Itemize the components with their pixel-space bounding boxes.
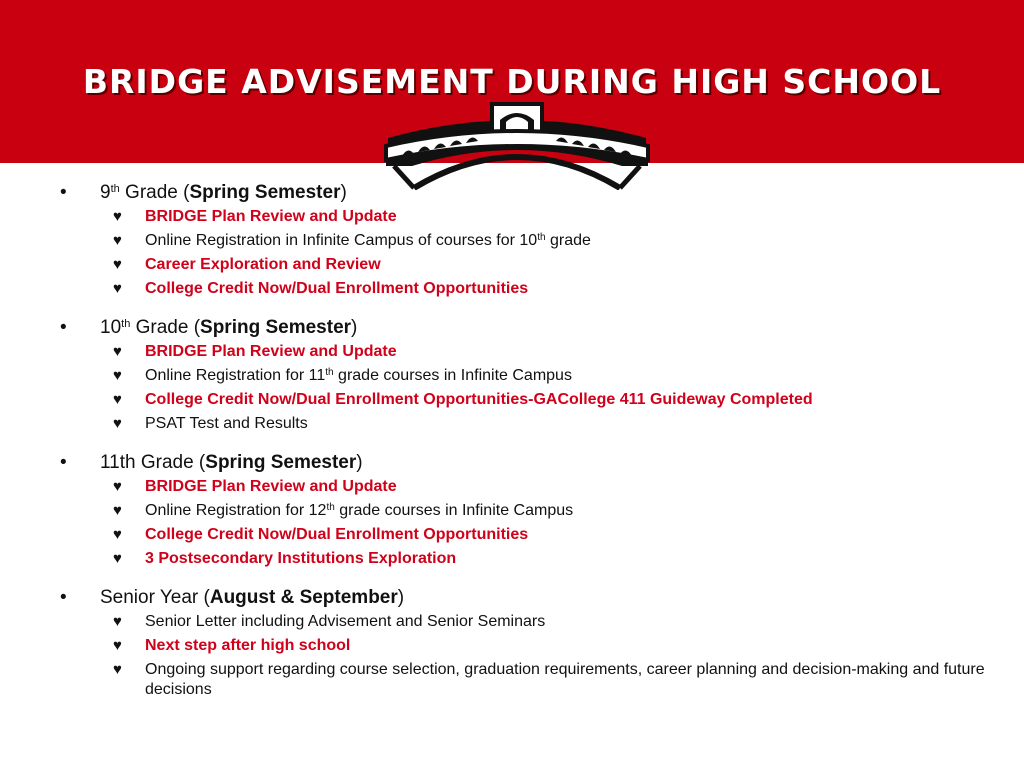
grade-label: Senior Year (	[100, 587, 210, 608]
grade-close: )	[351, 317, 358, 338]
list-item	[58, 342, 998, 362]
term-label: Spring Semester	[205, 452, 357, 473]
item-text: PSAT Test and Results	[145, 415, 308, 432]
section-10th-grade	[58, 315, 998, 434]
section-9th-grade	[58, 180, 998, 299]
bullet-icon: •	[60, 182, 67, 203]
item-text: Online Registration for 11	[145, 367, 326, 384]
heart-icon: ♥	[113, 502, 122, 519]
list-item	[58, 366, 998, 386]
list-item	[58, 549, 998, 569]
list-item	[58, 612, 998, 632]
grade-label: 9	[100, 182, 111, 203]
heart-icon: ♥	[113, 232, 122, 249]
slide-title: BRIDGE ADVISEMENT DURING HIGH SCHOOL	[82, 62, 942, 101]
heart-icon: ♥	[113, 208, 122, 225]
grade-label: 10	[100, 317, 122, 338]
advisement-content	[58, 180, 998, 716]
heart-icon: ♥	[113, 391, 122, 408]
heart-icon: ♥	[113, 526, 122, 543]
bullet-icon: •	[60, 587, 67, 608]
section-heading	[58, 450, 998, 475]
heart-icon: ♥	[113, 415, 122, 432]
item-text: 3 Postsecondary Institutions Exploration	[145, 550, 457, 567]
item-text: Ongoing support regarding course selection, graduation requirements, career planning and decision-making and future decisions	[145, 661, 985, 698]
section-heading	[58, 585, 998, 610]
bridge-icon	[384, 100, 650, 190]
grade-close: )	[340, 182, 347, 203]
section-senior-year	[58, 585, 998, 700]
list-item	[58, 414, 998, 434]
grade-label-rest: Grade (	[119, 182, 190, 203]
grade-close: )	[356, 452, 363, 473]
item-text: Online Registration for 12	[145, 502, 327, 519]
item-text: Career Exploration and Review	[145, 256, 381, 273]
term-label: Spring Semester	[189, 182, 341, 203]
list-item	[58, 255, 998, 275]
item-text-after: grade courses in Infinite Campus	[333, 367, 572, 384]
list-item	[58, 207, 998, 227]
grade-label: 11th Grade (	[100, 452, 206, 473]
item-text: Online Registration in Infinite Campus of courses for 10	[145, 232, 538, 249]
item-suffix: th	[325, 367, 334, 378]
item-text: Senior Letter including Advisement and Senior Seminars	[145, 613, 546, 630]
grade-suffix: th	[121, 318, 131, 330]
section-heading	[58, 180, 998, 205]
heart-icon: ♥	[113, 367, 122, 384]
heart-icon: ♥	[113, 613, 122, 630]
grade-suffix: th	[110, 183, 120, 195]
item-text: Next step after high school	[145, 637, 351, 654]
heart-icon: ♥	[113, 343, 122, 360]
bullet-icon: •	[60, 452, 67, 473]
item-suffix: th	[326, 502, 335, 513]
list-item	[58, 660, 998, 700]
item-text: BRIDGE Plan Review and Update	[145, 208, 397, 225]
section-heading	[58, 315, 998, 340]
heart-icon: ♥	[113, 550, 122, 567]
list-item	[58, 231, 998, 251]
item-list	[58, 612, 998, 700]
item-text: College Credit Now/Dual Enrollment Opportunities	[145, 526, 529, 543]
term-label: August & September	[209, 587, 398, 608]
section-11th-grade	[58, 450, 998, 569]
item-list	[58, 477, 998, 569]
item-list	[58, 342, 998, 434]
item-text-after: grade courses in Infinite Campus	[334, 502, 574, 519]
heart-icon: ♥	[113, 661, 122, 678]
grade-label-rest: Grade (	[130, 317, 201, 338]
item-text: BRIDGE Plan Review and Update	[145, 343, 397, 360]
term-label: Spring Semester	[200, 317, 352, 338]
list-item	[58, 525, 998, 545]
grade-close: )	[397, 587, 405, 608]
list-item	[58, 390, 998, 410]
heart-icon: ♥	[113, 637, 122, 654]
list-item	[58, 279, 998, 299]
bullet-icon: •	[60, 317, 67, 338]
item-list	[58, 207, 998, 299]
item-text: BRIDGE Plan Review and Update	[145, 478, 397, 495]
item-suffix: th	[537, 232, 546, 243]
heart-icon: ♥	[113, 478, 122, 495]
item-text: College Credit Now/Dual Enrollment Opportunities	[145, 280, 529, 297]
list-item	[58, 501, 998, 521]
list-item	[58, 636, 998, 656]
heart-icon: ♥	[113, 256, 122, 273]
item-text-after: grade	[545, 232, 591, 249]
item-text: College Credit Now/Dual Enrollment Opportunities-GACollege 411 Guideway Completed	[145, 391, 813, 408]
heart-icon: ♥	[113, 280, 122, 297]
list-item	[58, 477, 998, 497]
